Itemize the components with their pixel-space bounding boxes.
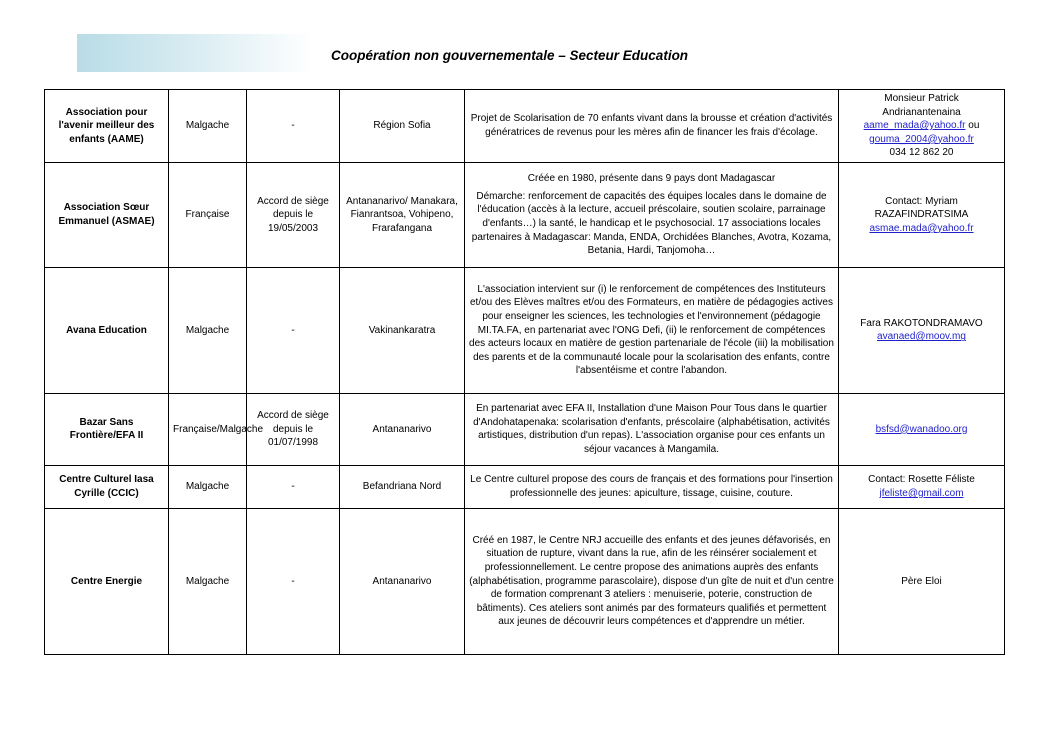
description-paragraph: En partenariat avec EFA II, Installation d'une Maison Pour Tous dans le quartier d'Andohatapenaka: scolarisation d'enfants, préscolaire (alphabétisation, activités artistiques, distribution d'un repas). L'association organise pour ces enfants un séjour vacances à Mangamila. [473,403,830,456]
nationality-cell: Malgache [169,508,247,654]
organization-name: Bazar Sans Frontière/EFA II [45,393,169,465]
contact-cell [839,393,1005,465]
organization-name: Centre Culturel Iasa Cyrille (CCIC) [45,465,169,508]
agreement-cell: - [247,465,340,508]
contact-email-link[interactable]: gouma_2004@yahoo.fr [869,133,974,145]
table-row [45,393,1005,465]
contact-email-link[interactable]: bsfsd@wanadoo.org [875,423,968,435]
location-cell: Antananarivo [340,393,465,465]
description-paragraph: L'association intervient sur (i) le renforcement de compétences des Instituteurs et/ou des Elèves maîtres et/ou des Formateurs, en matière de pédagogies actives pour enseigner les sciences, les technologies et l'environnement (pédagogie MI.TA.FA, en partenariat avec l'ONG Defi, (ii) le renforcement de compétences des acteurs locaux en matière de gestion partenariale de l'école (iii) la mobilisation des parents et de la communauté locale pour la scolarisation des enfants, contre l'absentéisme et contre l'abandon. [469,283,834,377]
description-cell [465,508,839,654]
contact-name: Monsieur Patrick [884,93,959,104]
table-row [45,465,1005,508]
table-row [45,267,1005,393]
contact-cell [839,465,1005,508]
organization-name: Avana Education [45,267,169,393]
nationality-cell: Malgache [169,465,247,508]
contact-email-line [843,487,1000,501]
table-row [45,162,1005,267]
agreement-cell: Accord de siège depuis le 01/07/1998 [247,393,340,465]
location-cell: Vakinankaratra [340,267,465,393]
contact-email-line [843,222,1000,236]
agreement-cell: - [247,90,340,163]
agreement-cell: - [247,508,340,654]
agreement-cell: Accord de siège depuis le 19/05/2003 [247,162,340,267]
contact-name: Fara RAKOTONDRAMAVO [860,317,983,329]
contact-cell [839,90,1005,163]
table-row [45,508,1005,654]
description-cell [465,465,839,508]
contact-name: Andrianantenaina [882,106,961,118]
contact-cell [839,267,1005,393]
description-paragraph: Projet de Scolarisation de 70 enfants vivant dans la brousse et création d'activités génératrices de revenus pour les mères afin de financer les frais d'écolage. [470,113,833,138]
contact-name: Contact: Rosette Féliste [868,474,975,486]
organization-name: Association pour l'avenir meilleur des enfants (AAME) [45,90,169,163]
contact-email-line [843,423,1000,437]
contact-email-line [843,119,1000,133]
contact-email-line [843,330,1000,344]
contact-email-link[interactable]: asmae.mada@yahoo.fr [869,222,974,234]
contact-name: Père Eloi [901,575,942,587]
nationality-cell: Française/Malgache [169,393,247,465]
description-paragraph: Créée en 1980, présente dans 9 pays dont Madagascar [527,173,776,185]
description-paragraph: Démarche: renforcement de capacités des équipes locales dans le domaine de l'éducation (accès à la lecture, accueil préscolaire, soutien scolaire, parrainage d'enfants…) la santé, le handicap et le psychosocial. 17 associations locales partenaires à Madagascar: Manda, ENDA, Orchidées Blanches, Avotra, Kozama, Betania, Hardi, Tanjomoha… [471,190,832,257]
organization-name: Association Sœur Emmanuel (ASMAE) [45,162,169,267]
nationality-cell: Française [169,162,247,267]
organization-name: Centre Energie [45,508,169,654]
description-paragraph: Le Centre culturel propose des cours de français et des formations pour l'insertion professionnelle des jeunes: apiculture, tissage, cuisine, couture. [470,474,833,499]
header-banner [77,34,313,72]
nationality-cell: Malgache [169,90,247,163]
contact-email-line [843,133,1000,147]
organizations-table [44,89,1005,655]
table-row [45,90,1005,163]
contact-phone: 034 12 862 20 [889,147,954,159]
description-paragraph: Créé en 1987, le Centre NRJ accueille des enfants et des jeunes défavorisés, en situation de rupture, vivant dans la rue, afin de les réinsérer socialement et professionnellement. Le centre propose des animations auprès des enfants (alphabétisation, programme parascolaire), dispose d'un gîte de nuit et d'un centre de formation comprenant 3 ateliers : menuiserie, poterie, construction de bâtiments). Ces ateliers sont animés par des formateurs qualifiés et permettent aux jeunes de découvrir leurs compétences et d'apprendre un métier. [469,534,834,628]
contact-email-link[interactable]: avanaed@moov.mg [877,331,966,343]
description-cell [465,393,839,465]
contact-email-link[interactable]: aame_mada@yahoo.fr [863,120,966,132]
nationality-cell: Malgache [169,267,247,393]
contact-cell [839,508,1005,654]
contact-name: Contact: Myriam [885,195,958,207]
description-cell [465,90,839,163]
location-cell: Befandriana Nord [340,465,465,508]
contact-cell [839,162,1005,267]
contact-email-link[interactable]: jfeliste@gmail.com [879,487,964,499]
description-cell [465,267,839,393]
location-cell: Région Sofia [340,90,465,163]
page-title: Coopération non gouvernementale – Secteur Education [331,48,689,63]
location-cell: Antananarivo [340,508,465,654]
email-connector: ou [965,120,980,132]
description-cell [465,162,839,267]
location-cell: Antananarivo/ Manakara, Fianrantsoa, Vohipeno, Frarafangana [340,162,465,267]
agreement-cell: - [247,267,340,393]
contact-name: RAZAFINDRATSIMA [874,209,969,221]
